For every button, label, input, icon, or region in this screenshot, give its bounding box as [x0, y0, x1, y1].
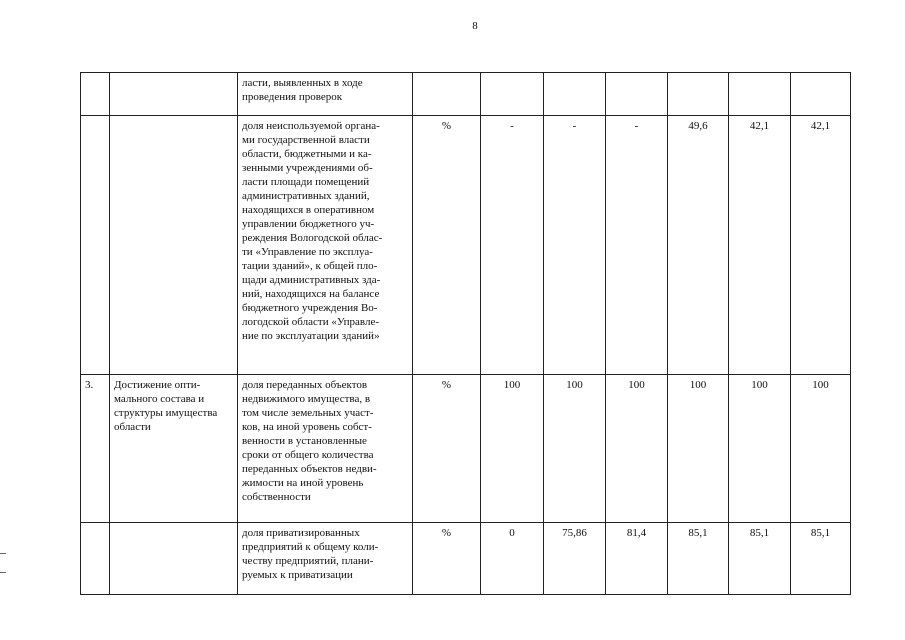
unit-cell: %	[413, 523, 481, 595]
value-cell: 100	[606, 375, 668, 523]
value-cell: -	[544, 116, 606, 375]
value-cell: 85,1	[668, 523, 729, 595]
value-cell: 100	[481, 375, 544, 523]
value-cell: 85,1	[729, 523, 791, 595]
row-number-cell	[81, 116, 110, 375]
indicator-text: ласти, выявленных в ходе проведения проверок	[242, 77, 363, 103]
row-number-cell: 3.	[81, 375, 110, 523]
goal-cell	[110, 116, 238, 375]
value-cell: 100	[544, 375, 606, 523]
value-cell: 42,1	[729, 116, 791, 375]
table-row	[81, 73, 851, 116]
unit-cell	[413, 73, 481, 116]
unit-cell: %	[413, 116, 481, 375]
page-number: 8	[472, 20, 478, 32]
value-cell: -	[606, 116, 668, 375]
goal-cell	[110, 375, 238, 523]
table-row	[81, 375, 851, 523]
value-cell	[729, 73, 791, 116]
value-cell	[481, 73, 544, 116]
value-cell: 100	[729, 375, 791, 523]
table-row	[81, 523, 851, 595]
scan-edge-mark	[0, 572, 6, 573]
value-cell	[544, 73, 606, 116]
value-cell: 100	[791, 375, 851, 523]
row-number-cell	[81, 73, 110, 116]
value-cell: 75,86	[544, 523, 606, 595]
row-number-cell	[81, 523, 110, 595]
value-cell: 49,6	[668, 116, 729, 375]
value-cell: 42,1	[791, 116, 851, 375]
goal-text: Достижение опти- мального состава и структуры имущества области	[114, 379, 218, 433]
goal-cell	[110, 523, 238, 595]
unit-cell: %	[413, 375, 481, 523]
scan-edge-mark	[0, 553, 6, 554]
indicator-cell	[238, 116, 413, 375]
value-cell	[606, 73, 668, 116]
indicator-cell	[238, 375, 413, 523]
value-cell	[668, 73, 729, 116]
value-cell	[791, 73, 851, 116]
indicator-text: доля переданных объектов недвижимого имущества, в том числе земельных участ- ков, на иной уровень собст- венности в установленные сроки от общего количества переданных объектов недви- жимости на иной уровень собственности	[242, 379, 377, 503]
indicators-table	[80, 72, 851, 595]
indicator-text: доля неиспользуемой органа- ми государственной власти области, бюджетными и ка- зенными учреждениями об- ласти площади помещений административных зданий, находящихся в оперативном управлении бюджетного уч- реждения Вологодской облас- ти «Управление по эксплуа- тации зданий», к общей пло- щади административных зда- ний, находящихся на балансе бюджетного учреждения Во- логодской области «Управле- ние по эксплуатации зданий»	[242, 120, 383, 342]
table-row	[81, 116, 851, 375]
value-cell: -	[481, 116, 544, 375]
value-cell: 0	[481, 523, 544, 595]
indicator-text: доля приватизированных предприятий к общему коли- честву предприятий, плани- руемых к приватизации	[242, 527, 379, 581]
value-cell: 100	[668, 375, 729, 523]
value-cell: 81,4	[606, 523, 668, 595]
indicator-cell	[238, 73, 413, 116]
goal-cell	[110, 73, 238, 116]
indicator-cell	[238, 523, 413, 595]
value-cell: 85,1	[791, 523, 851, 595]
